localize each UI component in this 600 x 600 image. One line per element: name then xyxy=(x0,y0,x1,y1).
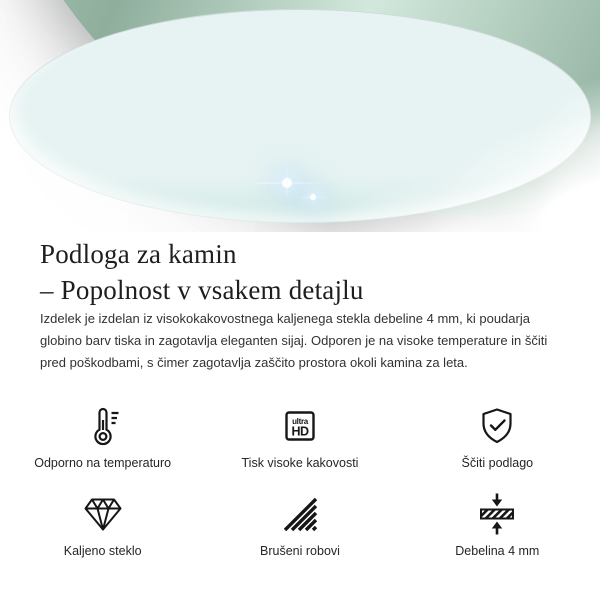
feature-label: Ščiti podlago xyxy=(461,456,534,470)
feature-label: Debelina 4 mm xyxy=(455,544,540,558)
feature-label: Kaljeno steklo xyxy=(63,544,142,558)
feature-thickness xyxy=(399,490,596,559)
polished-edges-icon xyxy=(278,490,322,536)
feature-tempered-glass xyxy=(4,490,201,559)
feature-label: Brušeni robovi xyxy=(260,544,340,558)
svg-text:ultra: ultra xyxy=(292,417,308,426)
shield-check-icon xyxy=(475,402,519,448)
feature-protects xyxy=(399,402,596,471)
svg-text:HD: HD xyxy=(291,424,309,439)
feature-label: Tisk visoke kakovosti xyxy=(241,456,359,470)
thickness-icon xyxy=(475,490,519,536)
ultra-hd-icon xyxy=(278,402,322,448)
feature-polished-edges xyxy=(201,490,398,559)
diamond-icon xyxy=(81,490,125,536)
thermometer-icon xyxy=(81,402,125,448)
product-photo xyxy=(0,0,600,232)
page-title: Podloga za kamin – Popolnost v vsakem detajlu xyxy=(40,239,364,305)
feature-label: Odporno na temperaturo xyxy=(34,456,172,470)
marble-print-glass-disc xyxy=(9,9,591,223)
feature-temperature xyxy=(4,402,201,471)
feature-print-quality xyxy=(201,402,398,471)
features-grid xyxy=(4,402,596,559)
product-description: Izdelek je izdelan iz visokokakovostnega kaljenega stekla debeline 4 mm, ki poudarja globino barv tiska in zagotavlja eleganten sijaj. Odporen je na visoke temperature in ščiti pred poškodbami, s čimer zagotavlja zaščito prostora okoli kamina za leta. xyxy=(40,311,548,370)
